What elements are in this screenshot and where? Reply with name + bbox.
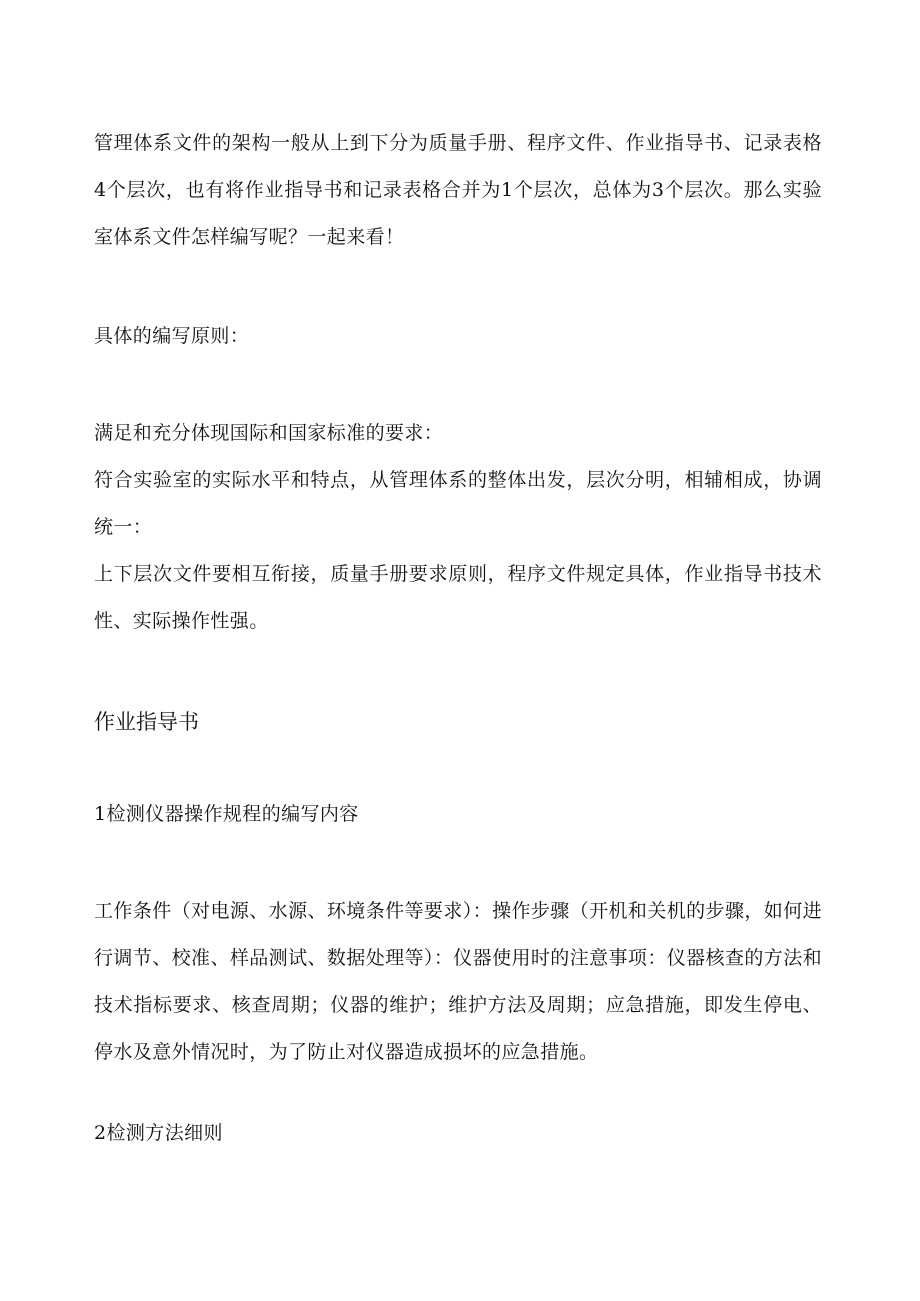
- subsection-1-title: 1检测仪器操作规程的编写内容: [94, 803, 359, 825]
- principle-item-3: 上下层次文件要相互衔接，质量手册要求原则，程序文件规定具体，作业指导书技术性、实际操作性强。: [94, 563, 822, 632]
- principles-title: 具体的编写原则：: [94, 325, 250, 347]
- subsection-2-title: 2检测方法细则: [94, 1122, 223, 1144]
- intro-paragraph: 管理体系文件的架构一般从上到下分为质量手册、程序文件、作业指导书、记录表格4个层次，也有将作业指导书和记录表格合并为1个层次，总体为3个层次。那么实验室体系文件怎样编写呢？一起来看！: [94, 132, 822, 248]
- principle-item-2: 符合实验室的实际水平和特点，从管理体系的整体出发，层次分明，相辅相成，协调统一：: [94, 469, 822, 538]
- subsection-1-body: 工作条件（对电源、水源、环境条件等要求）：操作步骤（开机和关机的步骤，如何进行调节、校准、样品测试、数据处理等）：仪器使用时的注意事项：仪器核查的方法和技术指标要求、核查周期；仪器的维护；维护方法及周期；应急措施，即发生停电、停水及意外情况时，为了防止对仪器造成损坏的应急措施。: [94, 900, 822, 1063]
- principle-item-1: 满足和充分体现国际和国家标准的要求：: [94, 422, 444, 444]
- section-heading: 作业指导书: [94, 710, 199, 734]
